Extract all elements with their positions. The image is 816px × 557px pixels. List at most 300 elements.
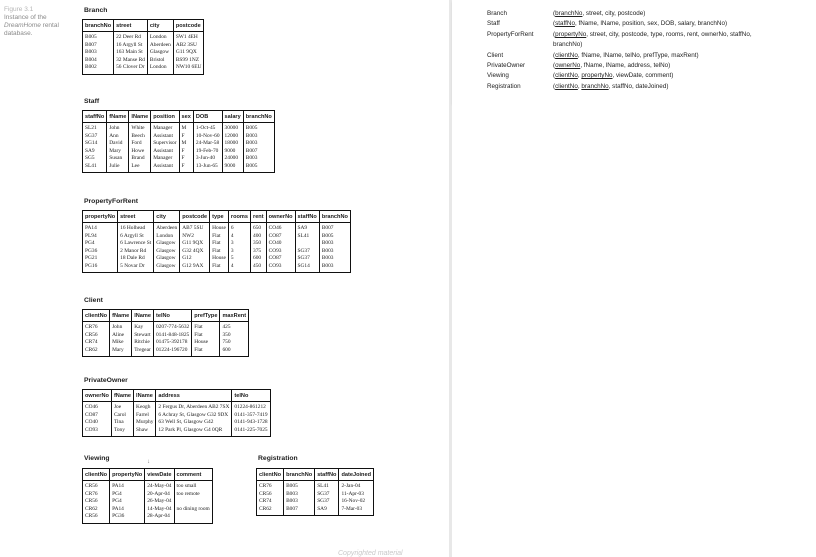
- table-cell: 0207-774-5632: [153, 322, 191, 332]
- table-cell: PG4: [83, 240, 118, 248]
- column-header-viewdate: viewDate: [145, 469, 174, 481]
- table-cell: Joe: [111, 402, 133, 412]
- table-cell: Howe: [129, 148, 151, 156]
- table-cell: 163 Main St: [114, 49, 148, 57]
- table-cell: 2-Jan-04: [339, 481, 374, 491]
- table-cell: Assistant: [151, 148, 179, 156]
- table-cell: Aline: [110, 332, 132, 340]
- table-cell: B003: [319, 263, 350, 273]
- table-cell: 6: [228, 223, 250, 233]
- table-cell: Lee: [129, 163, 151, 173]
- table-cell: SL41: [83, 163, 107, 173]
- table-cell: B003: [83, 49, 114, 57]
- schema-relation-name: Viewing: [487, 72, 509, 80]
- table-cell: 32 Manse Rd: [114, 57, 148, 65]
- schema-relation-name: PropertyForRent: [487, 30, 534, 38]
- table-row: [83, 506, 213, 514]
- table-cell: Keogh: [134, 402, 156, 412]
- table-cell: 26-May-04: [145, 498, 174, 506]
- table-cell: SG14: [83, 140, 107, 148]
- table-cell: CR56: [83, 513, 110, 523]
- table-row: [83, 123, 275, 133]
- staff-title: Staff: [84, 98, 100, 105]
- table-cell: CR74: [257, 498, 284, 506]
- schema-relation-name: Staff: [487, 20, 500, 28]
- schema-attributes: (branchNo, street, city, postcode): [553, 10, 646, 17]
- table-cell: PG4: [110, 491, 145, 499]
- table-row: [257, 491, 374, 499]
- table-cell: House: [210, 255, 229, 263]
- table-cell: Tony: [111, 427, 133, 437]
- table-cell: M: [179, 123, 193, 133]
- column-header-sex: sex: [179, 111, 193, 123]
- viewing-title: Viewing: [84, 455, 110, 462]
- table-cell: 01224-861212: [232, 402, 270, 412]
- attribute-text: , street, city, postcode): [582, 10, 646, 17]
- table-cell: CO40: [266, 240, 295, 248]
- attribute-text: , viewDate, comment): [612, 72, 674, 80]
- table-cell: Julie: [107, 163, 129, 173]
- table-cell: 1-Oct-45: [193, 123, 222, 133]
- table-cell: too small: [174, 481, 212, 491]
- table-cell: Flat: [192, 347, 220, 357]
- table-row: [83, 498, 213, 506]
- table-cell: [295, 240, 319, 248]
- column-header-staffno: staffNo: [295, 211, 319, 223]
- table-cell: London: [147, 64, 173, 74]
- header-row: [257, 469, 374, 481]
- table-cell: Mary: [107, 148, 129, 156]
- table-cell: 450: [251, 263, 267, 273]
- table-cell: 22 Deer Rd: [114, 32, 148, 42]
- table-cell: SA9: [83, 148, 107, 156]
- table-cell: House: [192, 339, 220, 347]
- table-cell: CO46: [266, 223, 295, 233]
- table-cell: SA9: [315, 506, 339, 516]
- schema-row-registration: [487, 82, 763, 92]
- table-cell: 12000: [222, 133, 243, 141]
- column-header-fname: fName: [107, 111, 129, 123]
- table-cell: PG4: [110, 498, 145, 506]
- column-header-lname: lName: [129, 111, 151, 123]
- table-cell: 30000: [222, 123, 243, 133]
- table-row: [83, 412, 271, 420]
- table-cell: 4: [228, 263, 250, 273]
- column-header-clientno: clientNo: [83, 469, 110, 481]
- table-cell: Murphy: [134, 419, 156, 427]
- table-row: [83, 49, 204, 57]
- table-cell: B003: [319, 240, 350, 248]
- column-header-address: address: [156, 390, 232, 402]
- column-header-propertyno: propertyNo: [83, 211, 118, 223]
- header-row: [83, 20, 204, 32]
- table-cell: 63 Well St, Glasgow G42: [156, 419, 232, 427]
- table-cell: Assistant: [151, 163, 179, 173]
- column-header-postcode: postcode: [173, 20, 204, 32]
- table-cell: G11 9QX: [173, 49, 204, 57]
- table-cell: B003: [243, 140, 274, 148]
- table-cell: Manager: [151, 123, 179, 133]
- table-cell: G11 9QX: [180, 240, 210, 248]
- table-cell: 16-Nov-02: [339, 498, 374, 506]
- table-cell: Bristol: [147, 57, 173, 65]
- table-cell: 3-Jun-40: [193, 155, 222, 163]
- blank-area: [452, 103, 816, 557]
- branch-table: [82, 19, 204, 75]
- table-cell: 28-Apr-04: [145, 513, 174, 523]
- table-cell: too remote: [174, 491, 212, 499]
- table-cell: B003: [243, 133, 274, 141]
- table-cell: CR76: [83, 491, 110, 499]
- table-cell: 9000: [222, 148, 243, 156]
- table-cell: 375: [251, 248, 267, 256]
- table-cell: SL41: [315, 481, 339, 491]
- table-row: [83, 332, 249, 340]
- column-header-preftype: prefType: [192, 310, 220, 322]
- table-cell: SL21: [83, 123, 107, 133]
- table-row: [83, 163, 275, 173]
- table-cell: Mike: [110, 339, 132, 347]
- attribute-text: , fName, lName, address, telNo): [580, 62, 671, 70]
- table-cell: CR62: [257, 506, 284, 516]
- table-cell: CO87: [83, 412, 112, 420]
- column-header-city: city: [147, 20, 173, 32]
- table-cell: Aberdeen: [154, 223, 180, 233]
- column-header-maxrent: maxRent: [220, 310, 249, 322]
- table-cell: 3: [228, 248, 250, 256]
- column-header-position: position: [151, 111, 179, 123]
- table-cell: 0141-357-7419: [232, 412, 270, 420]
- table-cell: Supervisor: [151, 140, 179, 148]
- table-cell: PG36: [83, 248, 118, 256]
- schema-row-staff: [487, 19, 763, 29]
- column-header-ownerno: ownerNo: [266, 211, 295, 223]
- table-cell: 5: [228, 255, 250, 263]
- table-row: [257, 506, 374, 516]
- column-header-street: street: [114, 20, 148, 32]
- table-cell: Stewart: [132, 332, 154, 340]
- table-cell: SG37: [315, 498, 339, 506]
- table-cell: F: [179, 133, 193, 141]
- table-cell: Kay: [132, 322, 154, 332]
- table-cell: F: [179, 148, 193, 156]
- table-cell: CR76: [83, 322, 110, 332]
- table-cell: F: [179, 163, 193, 173]
- relational-schema: [487, 9, 763, 92]
- table-row: [83, 419, 271, 427]
- column-header-salary: salary: [222, 111, 243, 123]
- primary-key-attribute: clientNo: [555, 82, 578, 90]
- table-cell: Flat: [192, 322, 220, 332]
- table-cell: Manager: [151, 155, 179, 163]
- table-cell: SG37: [295, 248, 319, 256]
- schema-row-client: [487, 51, 763, 61]
- table-row: [83, 148, 275, 156]
- table-cell: 16 Argyll St: [114, 42, 148, 50]
- table-cell: SG14: [295, 263, 319, 273]
- table-row: [83, 32, 204, 42]
- column-header-fname: fName: [111, 390, 133, 402]
- table-row: [83, 248, 351, 256]
- column-header-propertyno: propertyNo: [110, 469, 145, 481]
- table-cell: 5 Novar Dr: [118, 263, 154, 273]
- table-cell: CR56: [83, 481, 110, 491]
- column-header-staffno: staffNo: [315, 469, 339, 481]
- schema-row-propertyforrent: [487, 30, 763, 51]
- table-cell: SG37: [295, 255, 319, 263]
- table-cell: 4: [228, 233, 250, 241]
- attribute-text: ,: [577, 72, 582, 80]
- table-cell: David: [107, 140, 129, 148]
- table-cell: 24000: [222, 155, 243, 163]
- table-cell: B007: [83, 42, 114, 50]
- primary-key-attribute: propertyNo: [581, 72, 613, 80]
- table-cell: 750: [220, 339, 249, 347]
- table-cell: SW1 4EH: [173, 32, 204, 42]
- table-row: [83, 240, 351, 248]
- table-cell: SA9: [295, 223, 319, 233]
- primary-key-attribute: ownerNo: [555, 62, 581, 70]
- table-cell: AB2 3SU: [173, 42, 204, 50]
- branch-title: Branch: [84, 7, 108, 14]
- table-cell: Shaw: [134, 427, 156, 437]
- table-row: [83, 491, 213, 499]
- schema-row-branch: [487, 9, 763, 19]
- column-header-lname: lName: [134, 390, 156, 402]
- table-cell: 6 Lawrence St: [118, 240, 154, 248]
- column-header-street: street: [118, 211, 154, 223]
- table-cell: 600: [251, 255, 267, 263]
- caption-pre: Instance of the: [4, 14, 47, 21]
- table-cell: NW10 6EU: [173, 64, 204, 74]
- column-header-branchno: branchNo: [319, 211, 350, 223]
- table-cell: G32 4QX: [180, 248, 210, 256]
- primary-key-attribute: branchNo: [555, 10, 583, 17]
- table-cell: 13-Jun-65: [193, 163, 222, 173]
- table-cell: Ford: [129, 140, 151, 148]
- table-cell: 425: [220, 322, 249, 332]
- table-cell: 01224-196720: [153, 347, 191, 357]
- schema-attributes: (staffNo, fName, lName, position, sex, DOB, salary, branchNo): [553, 20, 728, 28]
- schema-attributes: (propertyNo, street, city, postcode, type, rooms, rent, ownerNo, staffNo, branchNo): [553, 30, 752, 49]
- header-row: [83, 310, 249, 322]
- primary-key-attribute: clientNo: [555, 51, 578, 59]
- table-cell: B005: [319, 233, 350, 241]
- table-cell: Glasgow: [154, 255, 180, 263]
- table-cell: 10-Nov-60: [193, 133, 222, 141]
- client-title: Client: [84, 297, 103, 304]
- owner-table: [82, 389, 271, 437]
- tick-mark: ↓: [147, 459, 150, 465]
- column-header-rooms: rooms: [228, 211, 250, 223]
- table-cell: 11-Apr-03: [339, 491, 374, 499]
- column-header-lname: lName: [132, 310, 154, 322]
- table-cell: Flat: [210, 233, 229, 241]
- table-cell: CR56: [83, 498, 110, 506]
- attribute-text: ,: [577, 82, 582, 90]
- schema-attributes: (clientNo, fName, lName, telNo, prefType, maxRent): [553, 51, 699, 59]
- header-row: [83, 469, 213, 481]
- table-row: [83, 155, 275, 163]
- table-row: [83, 427, 271, 437]
- table-row: [257, 498, 374, 506]
- column-header-comment: comment: [174, 469, 212, 481]
- schema-relation-name: Registration: [487, 82, 521, 90]
- table-cell: Mary: [110, 347, 132, 357]
- caption-italic: DreamHome: [4, 22, 41, 29]
- table-cell: John: [110, 322, 132, 332]
- table-cell: 7-Mar-03: [339, 506, 374, 516]
- table-cell: B007: [319, 223, 350, 233]
- table-row: [83, 57, 204, 65]
- attribute-text: , fName, lName, position, sex, DOB, salary, branchNo): [574, 20, 728, 28]
- schema-attributes: (ownerNo, fName, lName, address, telNo): [553, 62, 671, 70]
- table-cell: B003: [284, 491, 315, 499]
- table-cell: [174, 498, 212, 506]
- table-cell: Tregear: [132, 347, 154, 357]
- table-cell: Aberdeen: [147, 42, 173, 50]
- table-cell: 9000: [222, 163, 243, 173]
- table-cell: PA14: [83, 223, 118, 233]
- table-cell: Glasgow: [154, 240, 180, 248]
- table-cell: B003: [243, 155, 274, 163]
- table-cell: M: [179, 140, 193, 148]
- column-header-branchno: branchNo: [83, 20, 114, 32]
- table-row: [83, 64, 204, 74]
- attribute-text: , staffNo, dateJoined): [608, 82, 669, 90]
- column-header-branchno: branchNo: [243, 111, 274, 123]
- table-cell: Flat: [210, 263, 229, 273]
- table-cell: [174, 513, 212, 523]
- column-header-postcode: postcode: [180, 211, 210, 223]
- table-row: [83, 322, 249, 332]
- table-cell: 400: [251, 233, 267, 241]
- table-cell: PL94: [83, 233, 118, 241]
- column-header-datejoined: dateJoined: [339, 469, 374, 481]
- client-table: [82, 309, 249, 357]
- table-cell: White: [129, 123, 151, 133]
- table-cell: Assistant: [151, 133, 179, 141]
- table-cell: PA14: [110, 481, 145, 491]
- column-header-ownerno: ownerNo: [83, 390, 112, 402]
- column-header-fname: fName: [110, 310, 132, 322]
- table-cell: B003: [319, 255, 350, 263]
- table-cell: 12 Park Pl, Glasgow G4 0QR: [156, 427, 232, 437]
- primary-key-attribute: staffNo: [555, 20, 575, 28]
- table-cell: CR62: [83, 347, 110, 357]
- table-row: [83, 339, 249, 347]
- table-cell: B007: [243, 148, 274, 156]
- table-cell: B007: [284, 506, 315, 516]
- table-cell: CO87: [266, 233, 295, 241]
- table-cell: CO40: [83, 419, 112, 427]
- table-cell: Tina: [111, 419, 133, 427]
- column-header-clientno: clientNo: [83, 310, 110, 322]
- table-cell: SG37: [83, 133, 107, 141]
- table-cell: 16 Holhead: [118, 223, 154, 233]
- caption-post: rental database.: [4, 22, 59, 37]
- table-cell: 18 Dale Rd: [118, 255, 154, 263]
- registration-title: Registration: [258, 455, 298, 462]
- table-cell: 3: [228, 240, 250, 248]
- header-row: [83, 111, 275, 123]
- column-header-city: city: [154, 211, 180, 223]
- table-cell: CR62: [83, 506, 110, 514]
- table-cell: CO87: [266, 255, 295, 263]
- table-cell: CR56: [257, 491, 284, 499]
- table-cell: CO93: [83, 427, 112, 437]
- attribute-text: , fName, lName, telNo, prefType, maxRent): [577, 51, 699, 59]
- column-header-rent: rent: [251, 211, 267, 223]
- table-cell: 01475-392178: [153, 339, 191, 347]
- column-header-staffno: staffNo: [83, 111, 107, 123]
- column-header-branchno: branchNo: [284, 469, 315, 481]
- table-cell: no dining room: [174, 506, 212, 514]
- table-cell: 24-May-04: [145, 481, 174, 491]
- table-cell: Glasgow: [154, 263, 180, 273]
- table-row: [83, 513, 213, 523]
- table-cell: House: [210, 223, 229, 233]
- table-cell: AB7 5SU: [180, 223, 210, 233]
- table-cell: B005: [243, 123, 274, 133]
- table-cell: 600: [220, 347, 249, 357]
- table-cell: B004: [83, 57, 114, 65]
- primary-key-attribute: propertyNo: [555, 30, 587, 38]
- table-cell: 0141-848-1825: [153, 332, 191, 340]
- table-cell: 14-May-04: [145, 506, 174, 514]
- table-cell: Ann: [107, 133, 129, 141]
- property-table: [82, 210, 351, 273]
- table-cell: B003: [319, 248, 350, 256]
- table-cell: CO93: [266, 248, 295, 256]
- table-cell: Glasgow: [147, 49, 173, 57]
- table-cell: PG36: [110, 513, 145, 523]
- table-row: [83, 481, 213, 491]
- table-cell: PG16: [83, 263, 118, 273]
- table-row: [257, 481, 374, 491]
- table-cell: 6 Argyll St: [118, 233, 154, 241]
- table-cell: Brand: [129, 155, 151, 163]
- table-cell: PA14: [110, 506, 145, 514]
- table-cell: Glasgow: [154, 248, 180, 256]
- table-cell: B002: [83, 64, 114, 74]
- table-row: [83, 42, 204, 50]
- table-cell: 350: [220, 332, 249, 340]
- table-cell: 20-Apr-04: [145, 491, 174, 499]
- table-cell: CO46: [83, 402, 112, 412]
- viewing-table: [82, 468, 213, 524]
- column-header-telno: telNo: [232, 390, 270, 402]
- primary-key-attribute: branchNo: [581, 82, 609, 90]
- table-cell: BS99 1NZ: [173, 57, 204, 65]
- table-cell: 56 Clover Dr: [114, 64, 148, 74]
- table-cell: John: [107, 123, 129, 133]
- table-cell: Farrel: [134, 412, 156, 420]
- table-cell: F: [179, 155, 193, 163]
- column-header-clientno: clientNo: [257, 469, 284, 481]
- table-cell: G12: [180, 255, 210, 263]
- table-row: [83, 233, 351, 241]
- table-cell: 0141-943-1728: [232, 419, 270, 427]
- owner-title: PrivateOwner: [84, 377, 128, 384]
- schema-relation-name: PrivateOwner: [487, 62, 526, 70]
- table-cell: CO93: [266, 263, 295, 273]
- table-cell: SL41: [295, 233, 319, 241]
- table-cell: NW2: [180, 233, 210, 241]
- table-row: [83, 223, 351, 233]
- table-cell: G12 9AX: [180, 263, 210, 273]
- table-cell: London: [154, 233, 180, 241]
